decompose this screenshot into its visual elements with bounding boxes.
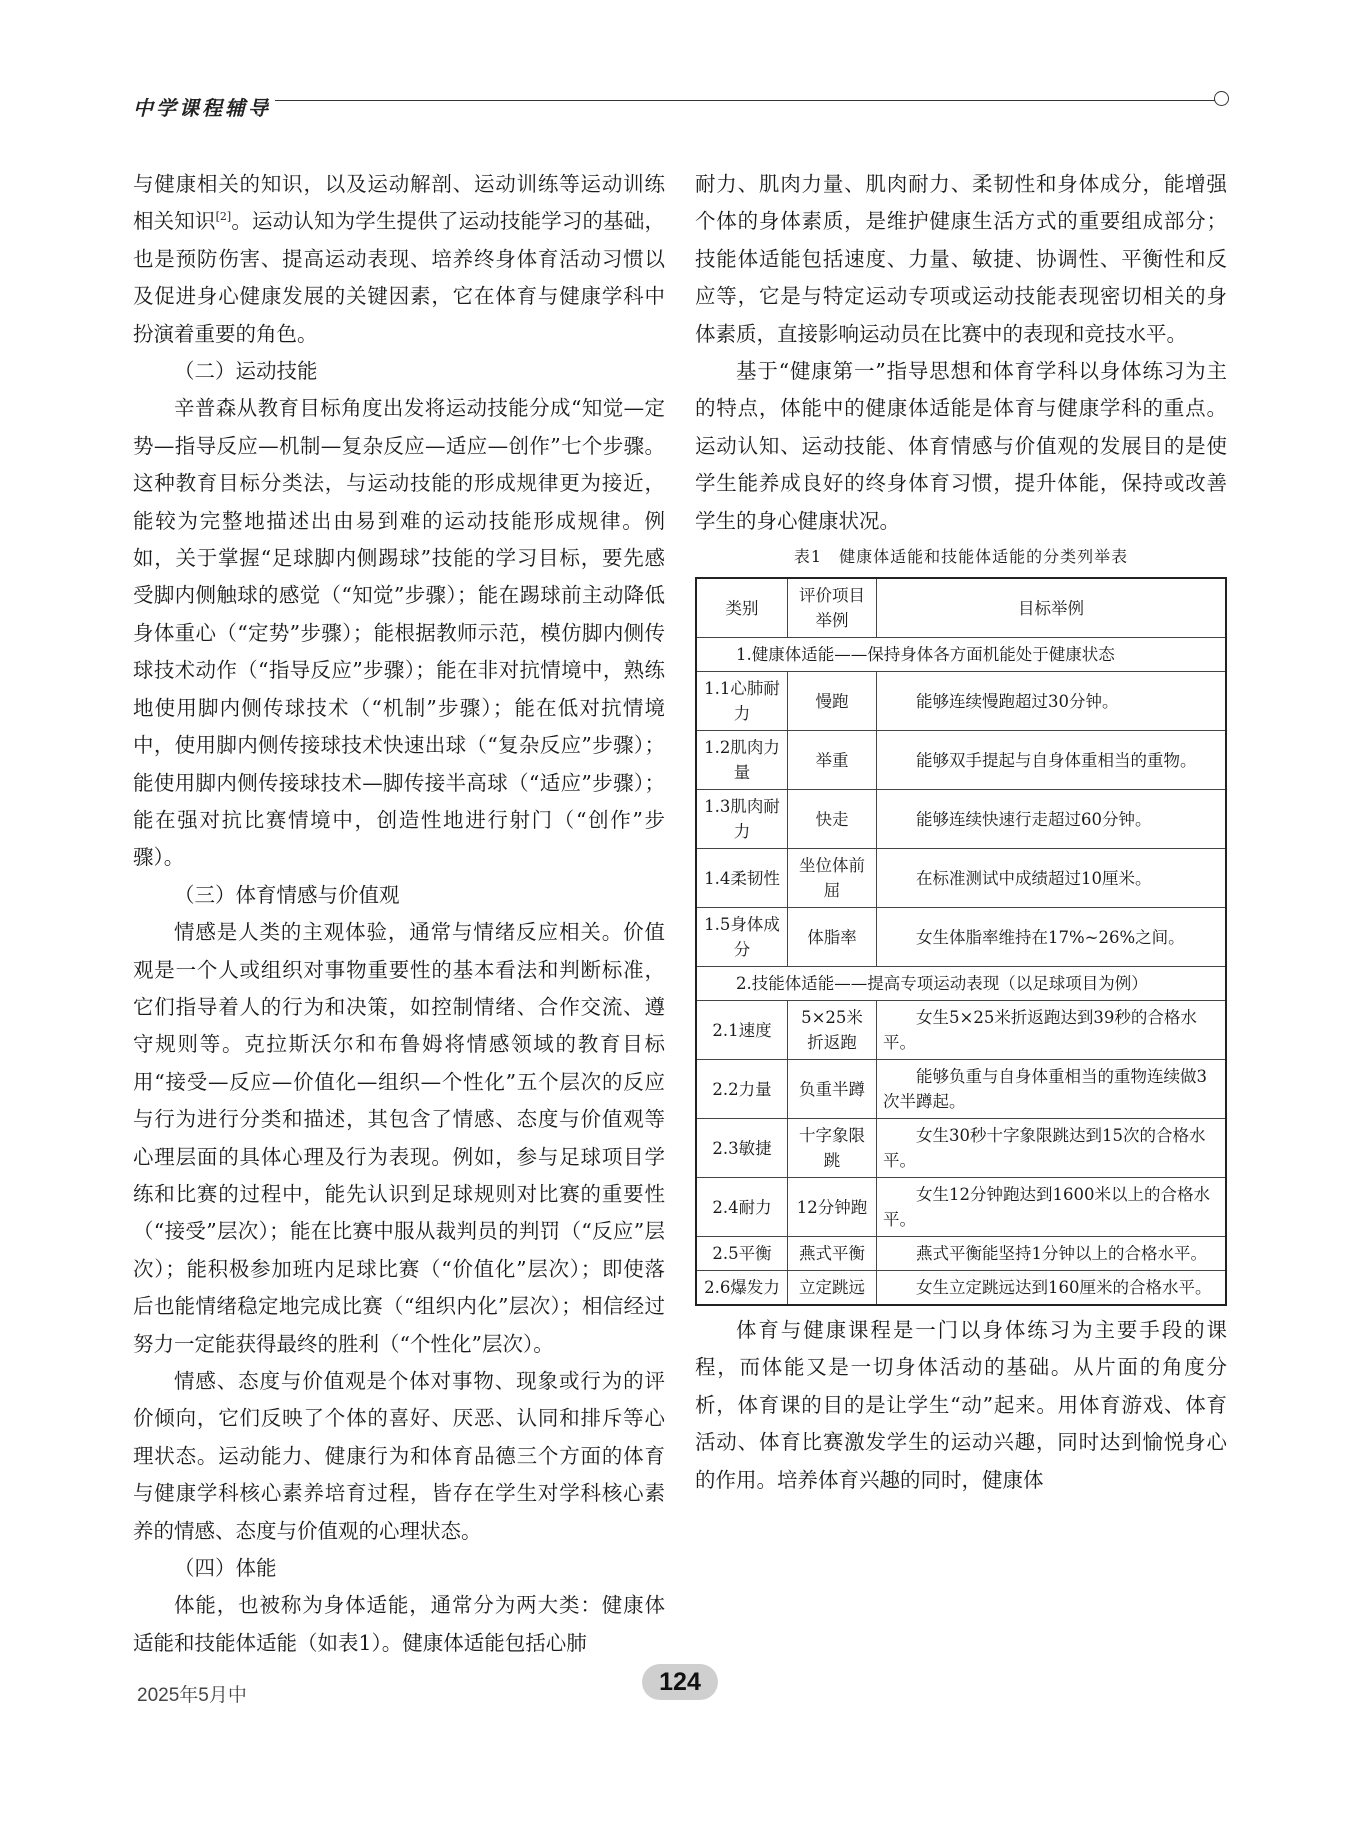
journal-title: 中学课程辅导 — [133, 96, 271, 120]
page-number: 124 — [642, 1664, 718, 1700]
table-cell-category: 2.2力量 — [696, 1060, 788, 1119]
table-cell-category: 2.5平衡 — [696, 1237, 788, 1271]
table-cell-goal: 女生5×25米折返跑达到39秒的合格水平。 — [877, 1001, 1227, 1060]
table-cell-category: 2.1速度 — [696, 1001, 788, 1060]
table-cell-category: 2.3敏捷 — [696, 1119, 788, 1178]
table-row — [696, 1178, 1226, 1237]
paragraph: 耐力、肌肉力量、肌肉耐力、柔韧性和身体成分，能增强个体的身体素质，是维护健康生活方式的重要组成部分；技能体适能包括速度、力量、敏捷、协调性、平衡性和反应等，它是与特定运动专项或运动技能表现密切相关的身体素质，直接影响运动员在比赛中的表现和竞技水平。 — [695, 172, 1227, 346]
table-caption: 表1 健康体适能和技能体适能的分类列举表 — [793, 547, 1129, 567]
table-cell-category: 1.4柔韧性 — [696, 849, 788, 908]
table-cell-category: 1.1心肺耐力 — [696, 672, 788, 731]
citation-ref: [2] — [215, 210, 232, 224]
paragraph: 情感、态度与价值观是个体对事物、现象或行为的评价倾向，它们反映了个体的喜好、厌恶、认同和排斥等心理状态。运动能力、健康行为和体育品德三个方面的体育与健康学科核心素养培育过程，皆存在学生对学科核心素养的情感、态度与价值观的心理状态。 — [133, 1369, 665, 1543]
table-row — [696, 672, 1226, 731]
table-cell-item: 5×25米折返跑 — [788, 1001, 877, 1060]
section-heading: （四）体能 — [174, 1556, 277, 1581]
table-cell-item: 立定跳远 — [788, 1271, 877, 1306]
right-column — [695, 166, 1227, 1499]
table-section-row — [696, 638, 1226, 672]
table-cell-category: 1.5身体成分 — [696, 908, 788, 967]
table-row — [696, 849, 1226, 908]
paragraph: 体能，也被称为身体适能，通常分为两大类：健康体适能和技能体适能（如表1）。健康体适能包括心肺 — [133, 1593, 665, 1655]
table-cell-goal: 女生体脂率维持在17%~26%之间。 — [877, 908, 1227, 967]
table-row — [696, 1237, 1226, 1271]
table-row — [696, 1060, 1226, 1119]
left-column — [133, 166, 665, 1662]
table-header-cell: 类别 — [696, 578, 788, 638]
table-row — [696, 1001, 1226, 1060]
table-cell-item: 坐位体前屈 — [788, 849, 877, 908]
table-cell-item: 举重 — [788, 731, 877, 790]
header-rule — [275, 100, 1215, 101]
paragraph: 辛普森从教育目标角度出发将运动技能分成“知觉—定势—指导反应—机制—复杂反应—适应—创作”七个步骤。这种教育目标分类法，与运动技能的形成规律更为接近，能较为完整地描述出由易到难的运动技能形成规律。例如，关于掌握“足球脚内侧踢球”技能的学习目标，要先感受脚内侧触球的感觉（“知觉”步骤）；能在踢球前主动降低身体重心（“定势”步骤）；能根据教师示范，模仿脚内侧传球技术动作（“指导反应”步骤）；能在非对抗情境中，熟练地使用脚内侧传球技术（“机制”步骤）；能在低对抗情境中，使用脚内侧传接球技术快速出球（“复杂反应”步骤）；能使用脚内侧传接球技术—脚传接半高球（“适应”步骤）；能在强对抗比赛情境中，创造性地进行射门（“创作”步骤）。 — [133, 396, 665, 870]
table-cell-item: 十字象限跳 — [788, 1119, 877, 1178]
table-row — [696, 1271, 1226, 1306]
table-cell-item: 燕式平衡 — [788, 1237, 877, 1271]
paragraph: 体育与健康课程是一门以身体练习为主要手段的课程，而体能又是一切身体活动的基础。从片面的角度分析，体育课的目的是让学生“动”起来。用体育游戏、体育活动、体育比赛激发学生的运动兴趣，同时达到愉悦身心的作用。培养体育兴趣的同时，健康体 — [695, 1318, 1227, 1492]
table-section-label: 2.技能体适能——提高专项运动表现（以足球项目为例） — [696, 967, 1226, 1001]
table-cell-goal: 女生30秒十字象限跳达到15次的合格水平。 — [877, 1119, 1227, 1178]
table-cell-goal: 能够双手提起与自身体重相当的重物。 — [877, 731, 1227, 790]
fitness-table — [695, 577, 1227, 1306]
table-cell-item: 负重半蹲 — [788, 1060, 877, 1119]
section-heading: （二）运动技能 — [174, 359, 318, 384]
table-cell-goal: 女生12分钟跑达到1600米以上的合格水平。 — [877, 1178, 1227, 1237]
table-cell-category: 1.2肌肉力量 — [696, 731, 788, 790]
table-row — [696, 908, 1226, 967]
table-cell-goal: 能够连续快速行走超过60分钟。 — [877, 790, 1227, 849]
table-cell-item: 体脂率 — [788, 908, 877, 967]
table-section-label: 1.健康体适能——保持身体各方面机能处于健康状态 — [696, 638, 1226, 672]
table-cell-category: 2.6爆发力 — [696, 1271, 788, 1306]
table-header-cell: 评价项目举例 — [788, 578, 877, 638]
table-cell-goal: 能够负重与自身体重相当的重物连续做3次半蹲起。 — [877, 1060, 1227, 1119]
table-cell-goal: 能够连续慢跑超过30分钟。 — [877, 672, 1227, 731]
table-cell-goal: 女生立定跳远达到160厘米的合格水平。 — [877, 1271, 1227, 1306]
table-cell-category: 2.4耐力 — [696, 1178, 788, 1237]
paragraph: 情感是人类的主观体验，通常与情绪反应相关。价值观是一个人或组织对事物重要性的基本看法和判断标准，它们指导着人的行为和决策，如控制情绪、合作交流、遵守规则等。克拉斯沃尔和布鲁姆将情感领域的教育目标用“接受—反应—价值化—组织—个性化”五个层次的反应与行为进行分类和描述，其包含了情感、态度与价值观等心理层面的具体心理及行为表现。例如，参与足球项目学练和比赛的过程中，能先认识到足球规则对比赛的重要性（“接受”层次）；能在比赛中服从裁判员的判罚（“反应”层次）；能积极参加班内足球比赛（“价值化”层次）；即使落后也能情绪稳定地完成比赛（“组织内化”层次）；相信经过努力一定能获得最终的胜利（“个性化”层次）。 — [133, 920, 665, 1356]
table-cell-item: 快走 — [788, 790, 877, 849]
table-header-row — [696, 578, 1226, 638]
issue-date: 2025年5月中 — [137, 1685, 247, 1706]
section-heading: （三）体育情感与价值观 — [174, 882, 400, 907]
table-row — [696, 1119, 1226, 1178]
table-header-cell: 目标举例 — [877, 578, 1227, 638]
table-cell-item: 慢跑 — [788, 672, 877, 731]
paragraph: 基于“健康第一”指导思想和体育学科以身体练习为主的特点，体能中的健康体适能是体育与健康学科的重点。运动认知、运动技能、体育情感与价值观的发展目的是使学生能养成良好的终身体育习惯，提升体能，保持或改善学生的身心健康状况。 — [695, 359, 1227, 533]
table-cell-item: 12分钟跑 — [788, 1178, 877, 1237]
header-circle-ornament — [1214, 91, 1229, 106]
paragraph: 与健康相关的知识，以及运动解剖、运动训练等运动训练相关知识[2]。运动认知为学生提供了运动技能学习的基础，也是预防伤害、提高运动表现、培养终身体育活动习惯以及促进身心健康发展的关键因素，它在体育与健康学科中扮演着重要的角色。 — [133, 172, 665, 346]
table-cell-goal: 在标准测试中成绩超过10厘米。 — [877, 849, 1227, 908]
table-row — [696, 731, 1226, 790]
table-cell-goal: 燕式平衡能坚持1分钟以上的合格水平。 — [877, 1237, 1227, 1271]
table-row — [696, 790, 1226, 849]
table-cell-category: 1.3肌肉耐力 — [696, 790, 788, 849]
table-section-row — [696, 967, 1226, 1001]
